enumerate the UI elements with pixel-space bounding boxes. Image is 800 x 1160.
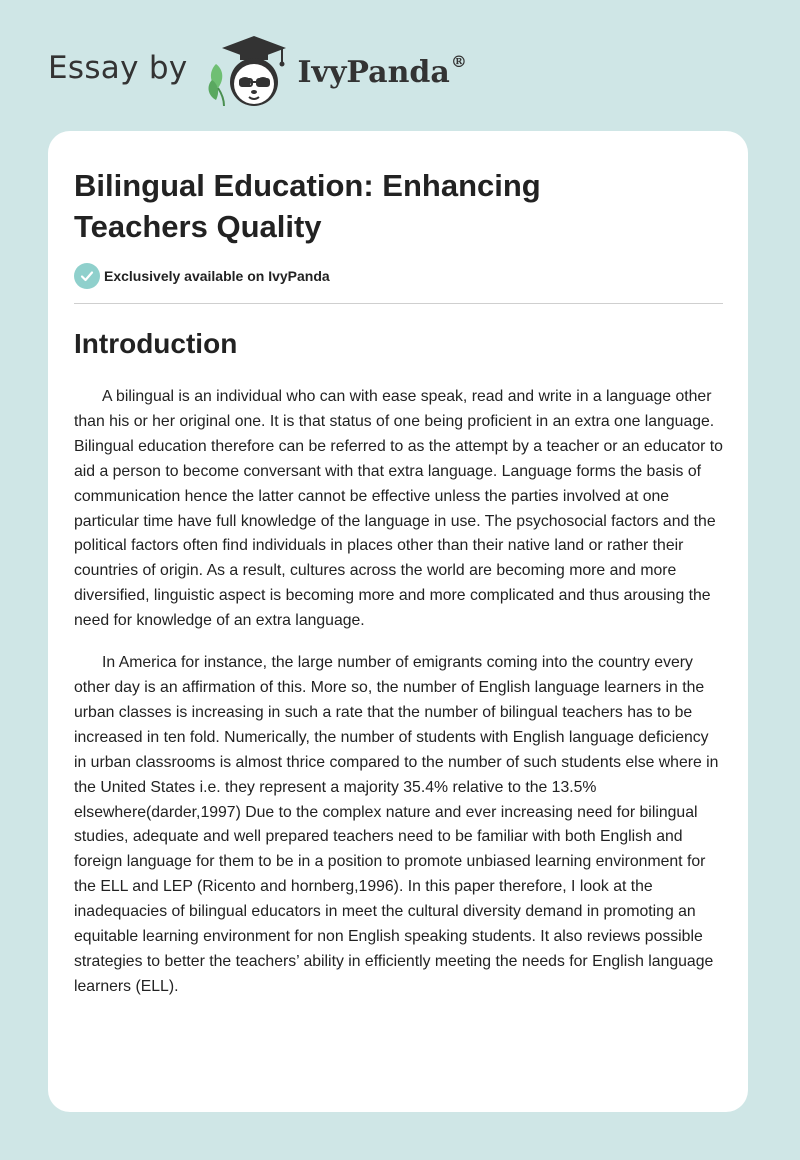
- paragraph-2: In America for instance, the large number of emigrants coming into the country every other day is an affirmation of this. More so, the number of English language learners in the urban classes is increasing in such a rate that the number of bilingual teachers has to be increased in ten fold. Numerically, the number of students with English language deficiency in urban classrooms is almost thrice compared to the number of such students else where in the United States i.e. they represent a majority 35.4% relative to the 13.5% elsewhere(darder,1997) Due to the complex nature and ever increasing need for bilingual studies, adequate and well prepared teachers need to be familiar with both English and foreign language for them to be in a position to promote unbiased learning environment for the ELL and LEP (Ricento and hornberg,1996). In this paper therefore, I look at the inadequacies of bilingual educators in meet the cultural diversity demand in promoting an equitable learning environment for non English speaking students. It also reviews possible strategies to better the teachers’ ability in efficiently meeting the needs for English language learners (ELL).: [74, 654, 719, 995]
- site-header: [48, 30, 467, 110]
- brand-name: IvyPanda®: [297, 51, 467, 90]
- registered-mark: ®: [450, 51, 467, 71]
- panda-graduate-icon: [202, 30, 292, 110]
- page-title: Bilingual Education: Enhancing Teachers Quality: [74, 168, 541, 244]
- exclusive-badge: [74, 263, 330, 289]
- checkmark-icon: [74, 263, 100, 289]
- divider: [74, 303, 723, 304]
- paragraph-1: A bilingual is an individual who can with ease speak, read and write in a language other than his or her original one. It is that status of one being proficient in an extra one language. Bilingual education therefore can be referred to as the attempt by a teacher or an educator to aid a person to become conversant with that extra language. Language forms the basis of communication hence the latter cannot be effective unless the parties involved at one particular time have full knowledge of the language in use. The psychosocial factors and the political factors often find individuals in places other than their native land or rather their countries of origin. As a result, cultures across the world are becoming more and more diversified, linguistic aspect is becoming more and more complicated and thus arousing the need for knowledge of an extra language.: [74, 388, 723, 630]
- section-heading: Introduction: [74, 328, 238, 359]
- exclusive-text: Exclusively available on IvyPanda: [104, 268, 330, 284]
- ivy-leaf-icon: [208, 64, 223, 106]
- essay-by-label: Essay by: [48, 50, 188, 86]
- essay-card: [48, 131, 748, 1112]
- article-body: [74, 385, 724, 1017]
